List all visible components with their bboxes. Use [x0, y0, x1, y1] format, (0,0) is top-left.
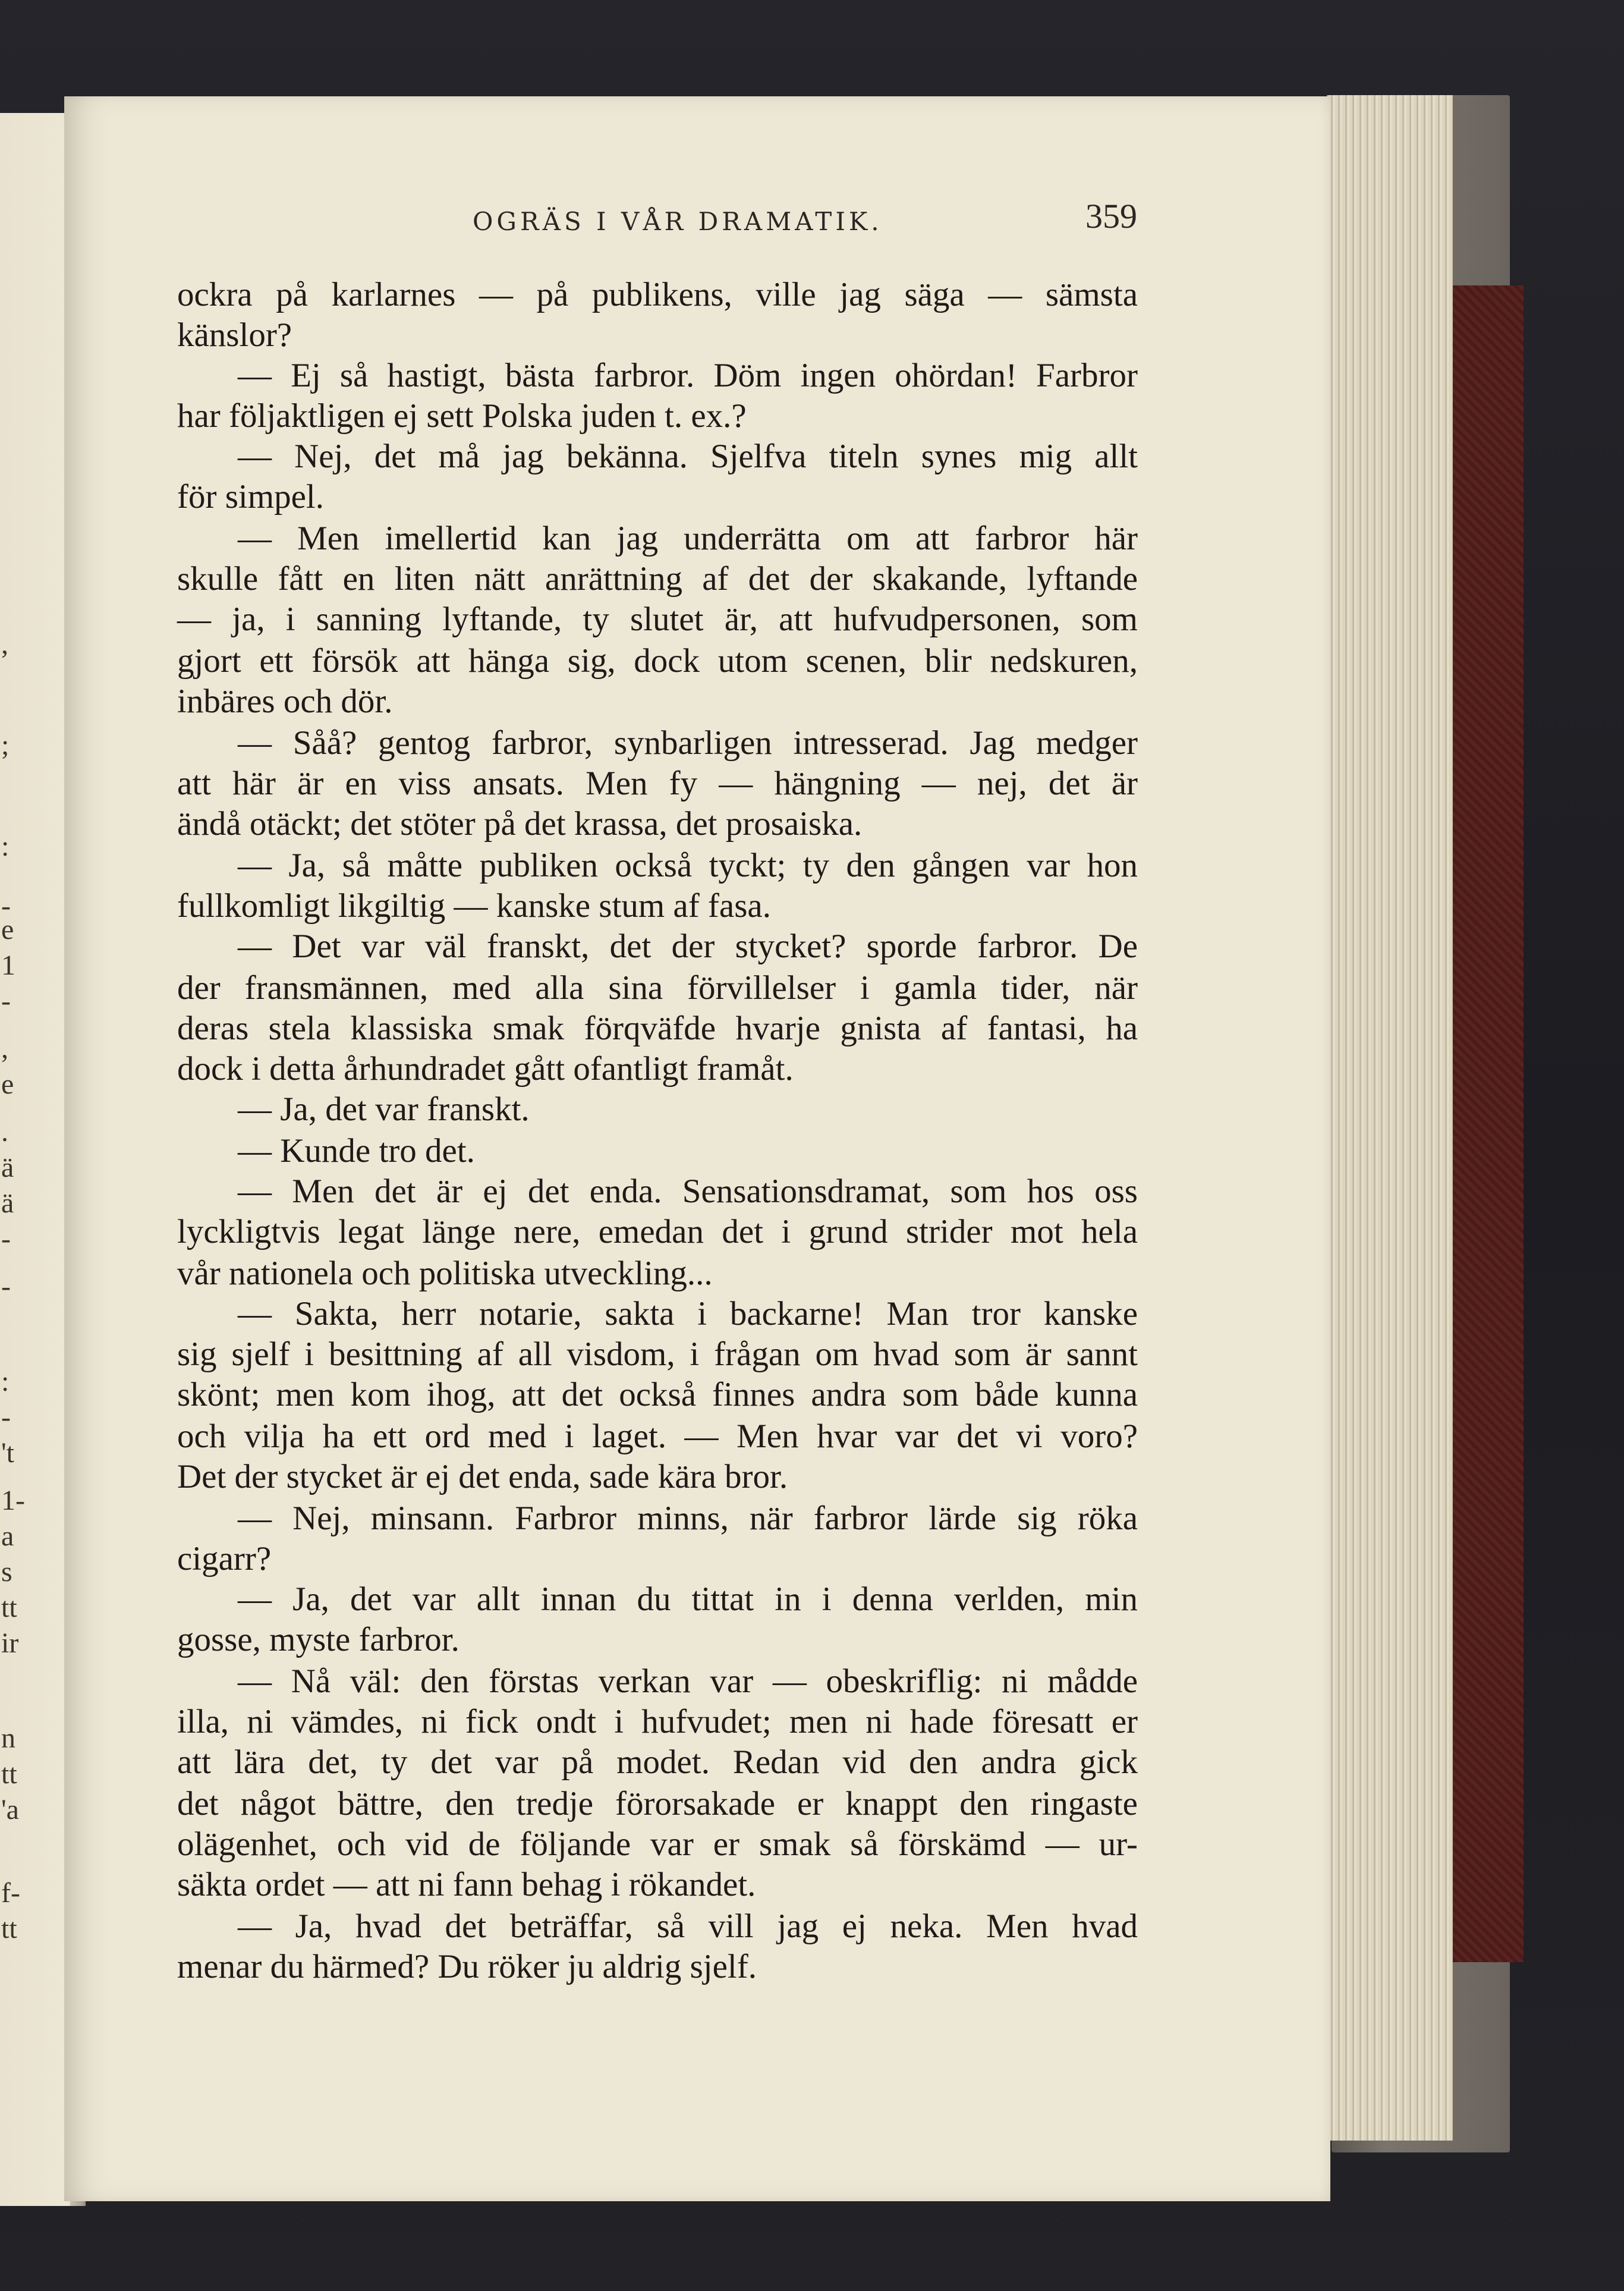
text-line: lyckligtvis legat länge nere, emedan det i grund strider mot hela: [177, 1213, 1138, 1250]
text-line: — Ej så hastigt, bästa farbror. Döm ingen ohördan! Farbror: [238, 357, 1138, 394]
text-line: att här är en viss ansats. Men fy — hängning — nej, det är: [177, 765, 1138, 802]
left-page-char: :: [1, 831, 10, 862]
left-page-char: 1: [1, 950, 15, 981]
text-line: sig sjelf i besittning af all visdom, i frågan om hvad som är sannt: [177, 1335, 1138, 1373]
text-line: för simpel.: [177, 478, 324, 516]
text-line: ändå otäckt; det stöter på det krassa, det prosaiska.: [177, 805, 863, 843]
left-page-char: -: [1, 1401, 11, 1433]
text-line: fullkomligt likgiltig — kanske stum af fasa.: [177, 887, 771, 925]
text-line: känslor?: [177, 316, 292, 354]
text-line: — Sakta, herr notarie, sakta i backarne! Man tror kanske: [238, 1295, 1138, 1333]
left-page-char: -: [1, 890, 11, 922]
left-page-char: s: [1, 1556, 12, 1588]
left-page-char: ,: [1, 1033, 8, 1064]
left-page-char: n: [1, 1723, 15, 1754]
text-line: att lära det, ty det var på modet. Redan vid den andra gick: [177, 1743, 1138, 1781]
text-line: det något bättre, den tredje förorsakade er knappt den ringaste: [177, 1785, 1138, 1822]
text-line: — Ja, så måtte publiken också tyckt; ty den gången var hon: [238, 847, 1138, 884]
left-page-char: -: [1, 1271, 11, 1302]
text-line: — Ja, hvad det beträffar, så vill jag ej neka. Men hvad: [238, 1907, 1138, 1945]
text-line: inbäres och dör.: [177, 683, 393, 720]
left-page-char: 't: [1, 1437, 14, 1469]
running-title: OGRÄS I VÅR DRAMATIK.: [473, 207, 883, 236]
left-page-char: ir: [1, 1627, 19, 1659]
page-edges: [1327, 95, 1453, 2141]
text-line: skulle fått en liten nätt anrättning af det der skakande, lyftande: [177, 560, 1138, 598]
left-page-char: 'a: [1, 1794, 19, 1825]
left-page-char: e: [1, 914, 14, 945]
text-line: illa, ni vämdes, ni fick ondt i hufvudet; men ni hade föresatt er: [177, 1703, 1138, 1740]
text-line: — Nå väl: den förstas verkan var — obeskriflig: ni mådde: [238, 1663, 1138, 1700]
left-page-char: -: [1, 985, 11, 1017]
text-line: olägenhet, och vid de följande var er smak så förskämd — ur-: [177, 1825, 1138, 1863]
left-page-char: ;: [1, 730, 10, 761]
left-page-char: a: [1, 1520, 14, 1552]
text-line: — Ja, det var allt innan du tittat in i denna verlden, min: [238, 1580, 1138, 1618]
left-page-char: f-: [1, 1877, 20, 1909]
text-line: — Ja, det var franskt.: [238, 1090, 530, 1128]
text-line: — Nej, minsann. Farbror minns, när farbror lärde sig röka: [238, 1500, 1138, 1537]
left-page-char: e: [1, 1068, 14, 1100]
text-line: cigarr?: [177, 1540, 272, 1577]
text-line: — Men det är ej det enda. Sensationsdramat, som hos oss: [238, 1173, 1138, 1210]
text-line: — Såå? gentog farbror, synbarligen intresserad. Jag medger: [238, 724, 1138, 762]
text-line: der fransmännen, med alla sina förvillelser i gamla tider, när: [177, 969, 1138, 1007]
page-number: 359: [1085, 197, 1137, 235]
text-line: och vilja ha ett ord med i laget. — Men hvar var det vi voro?: [177, 1418, 1138, 1455]
left-page-char: :: [1, 1366, 10, 1397]
left-page-char: ä: [1, 1187, 14, 1219]
left-page-char: tt: [1, 1592, 17, 1623]
left-page-char: tt: [1, 1758, 17, 1790]
text-line: — ja, i sanning lyftande, ty slutet är, att hufvudpersonen, som: [177, 601, 1138, 638]
left-page-char: ä: [1, 1152, 14, 1183]
left-page-char: tt: [1, 1913, 17, 1944]
text-line: skönt; men kom ihog, att det också finnes andra som både kunna: [177, 1376, 1138, 1413]
left-page-char: .: [1, 1116, 8, 1148]
left-page-char: ,: [1, 628, 8, 660]
left-page-char: 1-: [1, 1485, 25, 1516]
left-page-char: -: [1, 1223, 11, 1255]
text-line: — Kunde tro det.: [238, 1132, 475, 1170]
text-line: menar du härmed? Du röker ju aldrig sjelf.: [177, 1948, 757, 1985]
text-line: vår nationela och politiska utveckling...: [177, 1255, 713, 1292]
text-line: — Det var väl franskt, det der stycket? sporde farbror. De: [238, 928, 1138, 965]
text-line: gjort ett försök att hänga sig, dock utom scenen, blir nedskuren,: [177, 642, 1138, 680]
text-line: gosse, myste farbror.: [177, 1621, 459, 1658]
text-line: Det der stycket är ej det enda, sade kära bror.: [177, 1458, 788, 1495]
text-line: dock i detta århundradet gått ofantligt framåt.: [177, 1050, 794, 1088]
text-line: säkta ordet — att ni fann behag i rökandet.: [177, 1866, 756, 1903]
text-line: ockra på karlarnes — på publikens, ville jag säga — sämsta: [177, 276, 1138, 313]
text-line: har följaktligen ej sett Polska juden t. ex.?: [177, 397, 747, 435]
text-line: deras stela klassiska smak förqväfde hvarje gnista af fantasi, ha: [177, 1010, 1138, 1047]
text-line: — Nej, det må jag bekänna. Sjelfva titeln synes mig allt: [238, 438, 1138, 475]
text-line: — Men imellertid kan jag underrätta om att farbror här: [238, 520, 1138, 557]
